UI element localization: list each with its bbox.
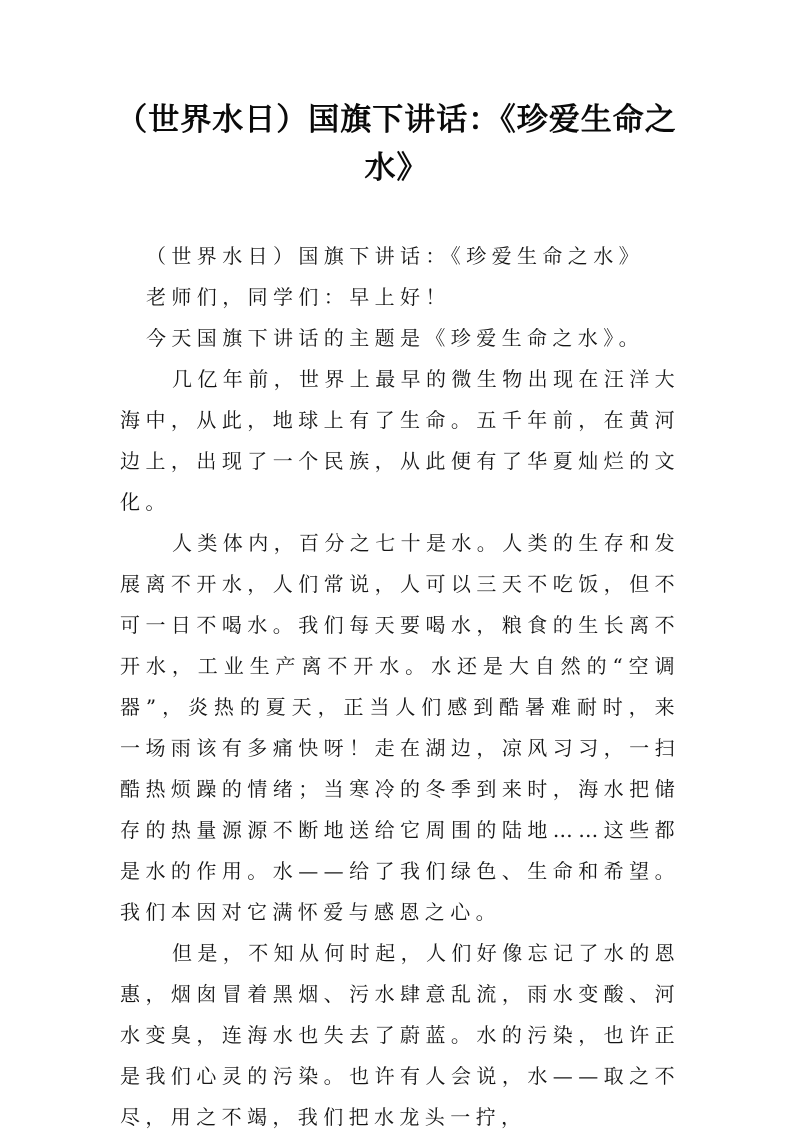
paragraph-history: 几亿年前，世界上最早的微生物出现在汪洋大海中，从此，地球上有了生命。五千年前，在黄河边上，出现了一个民族，从此便有了华夏灿烂的文化。 <box>120 367 680 514</box>
document-body <box>120 236 680 1138</box>
paragraph-greeting: 老师们，同学们：早上好！ <box>146 285 451 309</box>
paragraph-subtitle: （世界水日）国旗下讲话：《珍爱生命之水》 <box>146 244 644 268</box>
paragraph-importance: 人类体内，百分之七十是水。人类的生存和发展离不开水，人们常说，人可以三天不吃饭，但不可一日不喝水。我们每天要喝水，粮食的生长离不开水，工业生产离不开水。水还是大自然的“空调器”，炎热的夏天，正当人们感到酷暑难耐时，来一场雨该有多痛快呀！走在湖边，凉风习习，一扫酷热烦躁的情绪；当寒冷的冬季到来时，海水把储存的热量源源不断地送给它周围的陆地……这些都是水的作用。水——给了我们绿色、生命和希望。我们本因对它满怀爱与感恩之心。 <box>120 531 680 924</box>
paragraph-pollution: 但是，不知从何时起，人们好像忘记了水的恩惠，烟囱冒着黑烟、污水肆意乱流，雨水变酸、河水变臭，连海水也失去了蔚蓝。水的污染，也许正是我们心灵的污染。也许有人会说，水——取之不尽，用之不竭，我们把水龙头一拧， <box>120 941 680 1129</box>
paragraph-topic: 今天国旗下讲话的主题是《珍爱生命之水》。 <box>146 326 644 350</box>
document-title: （世界水日）国旗下讲话：《珍爱生命之水》 <box>116 102 677 186</box>
